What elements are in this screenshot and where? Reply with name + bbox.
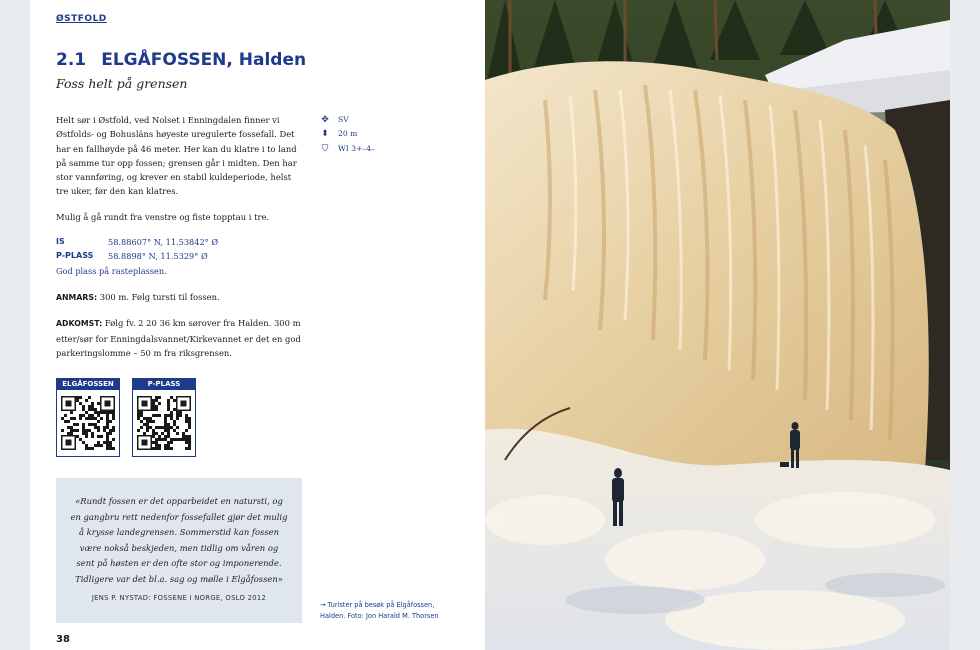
approach-text: 300 m. Følg tursti til fossen.	[99, 291, 220, 302]
coord-value: 58.88607° N, 11.53842° Ø	[108, 237, 219, 248]
qr-code-icon	[137, 396, 191, 450]
body-text	[56, 113, 306, 371]
section-number: 2.1	[56, 50, 87, 70]
quote-box	[56, 478, 302, 623]
fact-aspect	[320, 113, 375, 127]
fact-grade	[320, 142, 375, 156]
parking-note: God plass på rasteplassen.	[56, 265, 167, 276]
qr-label: ELGÅFOSSEN	[56, 378, 120, 390]
qr-label: P-PLASS	[132, 378, 196, 390]
right-page	[485, 0, 950, 650]
left-page	[30, 0, 485, 650]
quote-text: «Rundt fossen er det opparbeidet en natursti, og en gangbru rett nedenfor fossefallet gjør det mulig å krysse landegrensen. Sommerstid kan fossen være nokså beskjeden, men tidlig om våren og sent på høsten er den ofte stor og imponerende. Tidligere var det bl.a. sag og mølle i Elgåfossen»	[70, 496, 288, 584]
access-label: ADKOMST:	[56, 319, 103, 329]
access-text: Følg fv. 2 20 36 km sørover fra Halden. 300 m etter/sør for Enningdalsvannet/Kirkevannet er det en god parkeringslomme – 50 m fra riksgrensen.	[56, 318, 301, 358]
approach-paragraph	[56, 290, 306, 305]
route-facts	[320, 113, 375, 156]
coord-row-is	[56, 235, 306, 249]
coord-row-parking	[56, 249, 306, 263]
qr-code-icon	[61, 396, 115, 450]
fact-text: 20 m	[338, 129, 358, 139]
coordinates-block	[56, 235, 306, 278]
coord-key: IS	[56, 237, 65, 247]
compass-icon: ✥	[321, 115, 329, 125]
approach-label: ANMARS:	[56, 292, 98, 302]
coord-key: P-PLASS	[56, 251, 94, 261]
fact-text: WI 3+–4–	[338, 143, 375, 153]
rounds-paragraph: Mulig å gå rundt fra venstre og fiste topptau i tre.	[56, 211, 270, 222]
quote-attribution: JENS P. NYSTAD: FOSSENE I NORGE, OSLO 2012	[91, 594, 267, 602]
intro-paragraph: Helt sør i Østfold, ved Nolset i Enningdalen finner vi Østfolds- og Bohusläns høyeste uregulerte fossefall. Det har en fallhøyde på 46 meter. Her kan du klatre i to land på samme tur opp fossen; grensen går i midten. Den har stor vannføring, og krever en stabil kuldeperiode, helst tre uker, før den kan klatres.	[56, 115, 297, 197]
section-subtitle: Foss helt på grensen	[56, 76, 188, 91]
region-label: ØSTFOLD	[56, 14, 107, 24]
height-icon: ⬍	[321, 129, 329, 140]
frozen-waterfall-photo	[485, 0, 950, 650]
photo-caption: → Turister på besøk på Elgåfossen, Halden. Foto: Jon Harald M. Thorsen	[320, 601, 439, 620]
fact-text: SV	[338, 115, 349, 124]
grade-icon: ⛉	[321, 143, 329, 154]
qr-code-elgafossen[interactable]	[56, 378, 120, 458]
coord-value: 58.8898° N, 11.5329° Ø	[108, 251, 208, 262]
section-title	[56, 50, 306, 70]
page-number: 38	[56, 634, 70, 645]
access-paragraph	[56, 316, 306, 360]
section-name: ELGÅFOSSEN, Halden	[101, 50, 307, 70]
fact-height	[320, 127, 375, 141]
qr-code-parking[interactable]	[132, 378, 196, 458]
